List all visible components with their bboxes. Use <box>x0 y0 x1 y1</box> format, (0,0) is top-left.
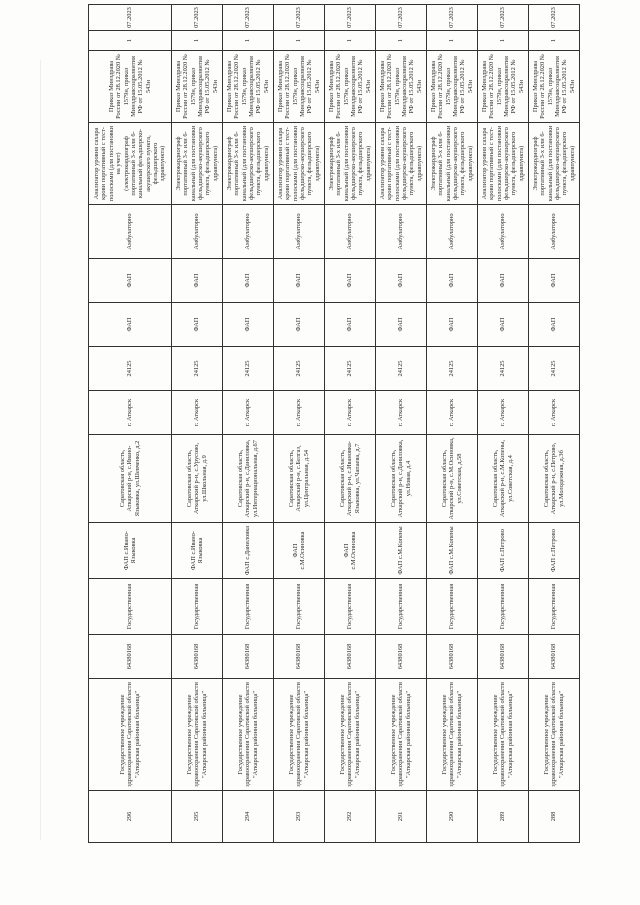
cell-city: г. Аткарск <box>273 391 324 435</box>
cell-code: 24125 <box>477 347 528 391</box>
cell-type1: ФАП <box>324 303 375 347</box>
cell-org: Государственное учреждение здравоохранения Саратовской области "Аткарская районная больница" <box>477 679 528 791</box>
cell-type1: ФАП <box>89 303 172 347</box>
cell-ownership: Государственная <box>171 579 222 635</box>
cell-type2: ФАП <box>426 259 477 303</box>
cell-okpo: 64380168 <box>222 635 273 679</box>
table-row <box>273 5 324 843</box>
cell-ownership: Государственная <box>528 579 579 635</box>
cell-care: Амбулаторно <box>222 205 273 259</box>
cell-date: 07.2023 <box>528 5 579 31</box>
cell-code: 24125 <box>528 347 579 391</box>
cell-ownership: Государственная <box>477 579 528 635</box>
cell-code: 24125 <box>171 347 222 391</box>
cell-care: Амбулаторно <box>171 205 222 259</box>
cell-okpo: 64380168 <box>273 635 324 679</box>
cell-code: 24125 <box>89 347 172 391</box>
cell-order: Приказ Минздрава России от 28.12.2020 № 1579н, приказ Минздравсоцразвития РФ от 15.05.2012 № 543н <box>375 51 426 123</box>
cell-okpo: 64380168 <box>324 635 375 679</box>
cell-equipment: Электрокардиограф портативный 3-х или 6-канальный (для постановки фельдшерско-акушерского пункта, фельдшерского здравпункта) <box>528 123 579 205</box>
cell-code: 24125 <box>273 347 324 391</box>
table-row <box>477 5 528 843</box>
cell-qty: 1 <box>273 31 324 51</box>
cell-unit: ФАП с.Петрово <box>477 523 528 579</box>
cell-equipment: Анализатор уровня сахара крови портативный с тест-полосками (для постановки на учет) (электрокардиограф портативный 3-х или 6-канальный фельдшерско-акушерского пункта, фельдшерского здравпункта) <box>89 123 172 205</box>
table-row <box>324 5 375 843</box>
cell-qty: 1 <box>426 31 477 51</box>
cell-date: 07.2023 <box>89 5 172 31</box>
cell-address: Саратовская область, Аткарский р-н, с.Даниловка, ул.Интернациональная, д.67 <box>222 435 273 523</box>
cell-date: 07.2023 <box>171 5 222 31</box>
cell-city: г. Аткарск <box>426 391 477 435</box>
cell-okpo: 64380168 <box>375 635 426 679</box>
cell-date: 07.2023 <box>222 5 273 31</box>
cell-ownership: Государственная <box>324 579 375 635</box>
cell-address: Саратовская область, Аткарский р-н, с.Ивановка-Языковка, ул.Чапаева, д.7 <box>324 435 375 523</box>
cell-care: Амбулаторно <box>477 205 528 259</box>
cell-no: 295 <box>171 791 222 843</box>
cell-city: г. Аткарск <box>171 391 222 435</box>
cell-org: Государственное учреждение здравоохранения Саратовской области "Аткарская районная больница" <box>324 679 375 791</box>
table-row <box>222 5 273 843</box>
cell-order: Приказ Минздрава России от 28.12.2020 № 1579н, приказ Минздравсоцразвития РФ от 15.05.2012 № 543н <box>426 51 477 123</box>
cell-no: 294 <box>222 791 273 843</box>
cell-org: Государственное учреждение здравоохранения Саратовской области "Аткарская районная больница" <box>171 679 222 791</box>
cell-no: 291 <box>375 791 426 843</box>
cell-city: г. Аткарск <box>89 391 172 435</box>
cell-care: Амбулаторно <box>324 205 375 259</box>
cell-date: 07.2023 <box>426 5 477 31</box>
cell-city: г. Аткарск <box>477 391 528 435</box>
cell-address: Саратовская область, Аткарский р-н, с.Урусово, ул.Школьная, д.9 <box>171 435 222 523</box>
cell-order: Приказ Минздрава России от 28.12.2020 № 1579н, приказ Минздравсоцразвития РФ от 15.05.2012 № 543н <box>171 51 222 123</box>
cell-no: 288 <box>528 791 579 843</box>
table-row <box>89 5 172 843</box>
cell-org: Государственное учреждение здравоохранения Саратовской области "Аткарская районная больница" <box>375 679 426 791</box>
cell-address: Саратовская область, Аткарский р-н, с.Петрово, ул.Молодежная, д.3б <box>528 435 579 523</box>
scan-margin <box>40 60 41 840</box>
cell-address: Саратовская область, Аткарский р-н, с.М.Осиновка, ул.Советская, д.58 <box>426 435 477 523</box>
cell-ownership: Государственная <box>222 579 273 635</box>
table-row <box>426 5 477 843</box>
cell-address: Саратовская область, Аткарский р-н, с.М.Копены, ул.Советская, д.4 <box>477 435 528 523</box>
cell-code: 24125 <box>426 347 477 391</box>
cell-equipment: Электрокардиограф портативный 3-х или 6-канальный (для постановки фельдшерско-акушерского пункта, фельдшерского здравпункта) <box>426 123 477 205</box>
cell-ownership: Государственная <box>89 579 172 635</box>
cell-unit: ФАП с.М.Осиновка <box>324 523 375 579</box>
cell-care: Амбулаторно <box>375 205 426 259</box>
cell-date: 07.2023 <box>375 5 426 31</box>
cell-order: Приказ Минздрава России от 28.12.2020 № 1579н, приказ Минздравсоцразвития РФ от 15.05.2012 № 543н <box>477 51 528 123</box>
cell-okpo: 64380168 <box>528 635 579 679</box>
cell-equipment: Электрокардиограф портативный 3-х или 6-канальный (для постановки фельдшерско-акушерского пункта, фельдшерского здравпункта) <box>171 123 222 205</box>
cell-care: Амбулаторно <box>273 205 324 259</box>
cell-order: Приказ Минздрава России от 28.12.2020 № 1579н, приказ Минздравсоцразвития РФ от 15.05.2012 № 543н <box>273 51 324 123</box>
cell-equipment: Анализатор уровня сахара крови портативный с тест-полосками (для постановки фельдшерско-акушерского пункта, фельдшерского здравпункта) <box>273 123 324 205</box>
cell-okpo: 64380168 <box>89 635 172 679</box>
cell-qty: 1 <box>324 31 375 51</box>
cell-date: 07.2023 <box>324 5 375 31</box>
cell-qty: 1 <box>375 31 426 51</box>
cell-no: 293 <box>273 791 324 843</box>
cell-type1: ФАП <box>222 303 273 347</box>
cell-equipment: Электрокардиограф портативный 3-х или 6-канальный (для постановки фельдшерско-акушерского пункта, фельдшерского здравпункта) <box>324 123 375 205</box>
cell-type2: ФАП <box>222 259 273 303</box>
cell-org: Государственное учреждение здравоохранения Саратовской области "Аткарская районная больница" <box>528 679 579 791</box>
cell-okpo: 64380168 <box>171 635 222 679</box>
cell-okpo: 64380168 <box>426 635 477 679</box>
cell-order: Приказ Минздрава России от 28.12.2020 № 1579н, приказ Минздравсоцразвития РФ от 15.05.2012 № 543н <box>528 51 579 123</box>
cell-type2: ФАП <box>324 259 375 303</box>
cell-okpo: 64380168 <box>477 635 528 679</box>
cell-no: 289 <box>477 791 528 843</box>
registry-rows <box>89 5 580 843</box>
cell-equipment: Анализатор уровня сахара крови портативный с тест-полосками (для постановки фельдшерско-акушерского пункта, фельдшерского здравпункта) <box>477 123 528 205</box>
cell-code: 24125 <box>324 347 375 391</box>
cell-type2: ФАП <box>171 259 222 303</box>
cell-type1: ФАП <box>375 303 426 347</box>
cell-address: Саратовская область, Аткарский р-н, с.Белгаз, ул.Центральная, д.54 <box>273 435 324 523</box>
cell-equipment: Электрокардиограф портативный 3-х или 6-канальный (для постановки фельдшерско-акушерского пункта, фельдшерского здравпункта) <box>222 123 273 205</box>
cell-address: Саратовская область, Аткарский р-н, с.Ивано-Языковка, ул.Шевченко, д.2 <box>89 435 172 523</box>
cell-city: г. Аткарск <box>324 391 375 435</box>
cell-ownership: Государственная <box>426 579 477 635</box>
cell-no: 296 <box>89 791 172 843</box>
cell-unit: ФАП с.М.Копены <box>375 523 426 579</box>
table-row <box>375 5 426 843</box>
cell-care: Амбулаторно <box>426 205 477 259</box>
cell-type2: ФАП <box>89 259 172 303</box>
cell-city: г. Аткарск <box>222 391 273 435</box>
cell-type2: ФАП <box>477 259 528 303</box>
cell-unit: ФАП с.М.Осиновка <box>273 523 324 579</box>
cell-unit: ФАП с.Даниловка <box>222 523 273 579</box>
cell-qty: 1 <box>528 31 579 51</box>
cell-order: Приказ Минздрава России от 28.12.2020 № 1579н, приказ Минздравсоцразвития РФ от 15.05.2012 № 543н <box>324 51 375 123</box>
cell-order: Приказ Минздрава России от 28.12.2020 № 1579н, приказ Минздравсоцразвития РФ от 15.05.2012 № 543н <box>89 51 172 123</box>
cell-org: Государственное учреждение здравоохранения Саратовской области "Аткарская районная больница" <box>89 679 172 791</box>
cell-org: Государственное учреждение здравоохранения Саратовской области "Аткарская районная больница" <box>222 679 273 791</box>
cell-type1: ФАП <box>273 303 324 347</box>
cell-city: г. Аткарск <box>375 391 426 435</box>
cell-date: 07.2023 <box>477 5 528 31</box>
cell-qty: 1 <box>477 31 528 51</box>
cell-type2: ФАП <box>273 259 324 303</box>
cell-city: г. Аткарск <box>528 391 579 435</box>
cell-unit: ФАП с.М.Копены <box>426 523 477 579</box>
cell-code: 24125 <box>375 347 426 391</box>
table-row <box>171 5 222 843</box>
cell-address: Саратовская область, Аткарский р-н, с.Даниловка, ул.Новая, д.4 <box>375 435 426 523</box>
cell-unit: ФАП с.Ивано-Языковка <box>171 523 222 579</box>
cell-type1: ФАП <box>171 303 222 347</box>
cell-type1: ФАП <box>426 303 477 347</box>
registry-table <box>88 4 580 843</box>
cell-care: Амбулаторно <box>528 205 579 259</box>
cell-type2: ФАП <box>375 259 426 303</box>
cell-ownership: Государственная <box>273 579 324 635</box>
cell-no: 292 <box>324 791 375 843</box>
cell-type1: ФАП <box>528 303 579 347</box>
cell-date: 07.2023 <box>273 5 324 31</box>
cell-qty: 1 <box>222 31 273 51</box>
cell-qty: 1 <box>89 31 172 51</box>
cell-no: 290 <box>426 791 477 843</box>
cell-qty: 1 <box>171 31 222 51</box>
cell-type1: ФАП <box>477 303 528 347</box>
cell-order: Приказ Минздрава России от 28.12.2020 № 1579н, приказ Минздравсоцразвития РФ от 15.05.2012 № 543н <box>222 51 273 123</box>
cell-org: Государственное учреждение здравоохранения Саратовской области "Аткарская районная больница" <box>273 679 324 791</box>
cell-unit: ФАП с.Петрово <box>528 523 579 579</box>
cell-code: 24125 <box>222 347 273 391</box>
cell-ownership: Государственная <box>375 579 426 635</box>
cell-type2: ФАП <box>528 259 579 303</box>
cell-unit: ФАП с.Ивано-Языковка <box>89 523 172 579</box>
cell-care: Амбулаторно <box>89 205 172 259</box>
cell-equipment: Анализатор уровня сахара крови портативный с тест-полосками (для постановки фельдшерско-акушерского пункта, фельдшерского здравпункта) <box>375 123 426 205</box>
table-row <box>528 5 579 843</box>
cell-org: Государственное учреждение здравоохранения Саратовской области "Аткарская районная больница" <box>426 679 477 791</box>
rotated-table-wrapper <box>88 7 580 843</box>
